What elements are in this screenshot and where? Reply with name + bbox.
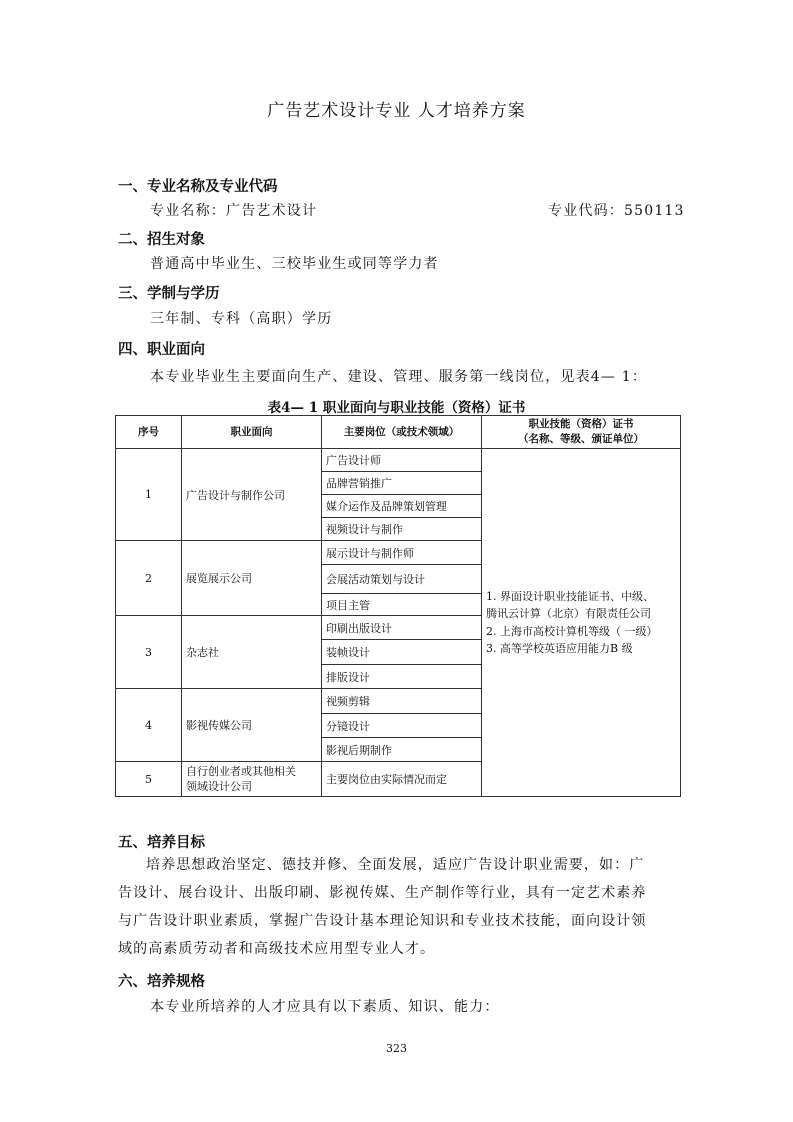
header-no: 序号 <box>116 416 182 449</box>
row-field: 杂志社 <box>182 616 322 689</box>
major-name: 专业名称：广告艺术设计 <box>150 203 318 219</box>
table-row <box>116 449 681 472</box>
document-title: 广告艺术设计专业 人才培养方案 <box>267 101 526 121</box>
training-goal-paragraph <box>118 851 678 963</box>
section-heading-5: 五、培养目标 <box>118 835 205 851</box>
schooling-text: 三年制、专科（高职）学历 <box>150 311 333 327</box>
row-post: 装帧设计 <box>322 640 482 665</box>
row-no: 5 <box>116 762 182 797</box>
row-post: 视频剪辑 <box>322 689 482 714</box>
paragraph-line: 告设计、展台设计、出版印刷、影视传媒、生产制作等行业，具有一定艺术素养 <box>118 885 647 901</box>
row-no: 3 <box>116 616 182 689</box>
row-no: 2 <box>116 541 182 616</box>
row-field: 广告设计与制作公司 <box>182 449 322 541</box>
row-post: 品牌营销推广 <box>322 472 482 495</box>
row-field: 影视传媒公司 <box>182 689 322 762</box>
certificates-cell <box>482 449 681 797</box>
paragraph-line: 域的高素质劳动者和高级技术应用型专业人才。 <box>118 941 436 957</box>
header-posts: 主要岗位（或技术领域） <box>322 416 482 449</box>
table-caption: 表4— 1 职业面向与职业技能（资格）证书 <box>267 400 526 416</box>
certificate-line: 1. 界面设计职业技能证书、中级、 <box>486 589 654 603</box>
row-post: 排版设计 <box>322 665 482 689</box>
row-no: 4 <box>116 689 182 762</box>
row-post: 视频设计与制作 <box>322 518 482 541</box>
section-heading-2: 二、招生对象 <box>118 232 205 248</box>
header-cert <box>482 416 681 449</box>
enrollment-text: 普通高中毕业生、三校毕业生或同等学力者 <box>150 256 439 272</box>
row-post: 主要岗位由实际情况而定 <box>322 762 482 797</box>
row-post: 会展活动策划与设计 <box>322 565 482 594</box>
specification-text: 本专业所培养的人才应具有以下素质、知识、能力： <box>150 999 500 1015</box>
major-code: 专业代码：550113 <box>548 203 685 219</box>
header-field: 职业面向 <box>182 416 322 449</box>
row-field: 展览展示公司 <box>182 541 322 616</box>
row-post: 广告设计师 <box>322 449 482 472</box>
paragraph-line: 培养思想政治坚定、德技并修、全面发展，适应广告设计职业需要，如：广 <box>146 857 645 873</box>
page-number: 323 <box>386 1042 407 1055</box>
row-post: 分镜设计 <box>322 714 482 738</box>
row-post: 印刷出版设计 <box>322 616 482 640</box>
header-cert-line1: 职业技能（资格）证书 <box>528 418 634 430</box>
section-heading-3: 三、学制与学历 <box>118 286 220 302</box>
row-post: 项目主管 <box>322 594 482 616</box>
row-field-line1: 自行创业者或其他相关 <box>186 765 296 778</box>
row-post: 展示设计与制作师 <box>322 541 482 565</box>
row-field <box>182 762 322 797</box>
career-intro-text: 本专业毕业生主要面向生产、建设、管理、服务第一线岗位，见表4— 1： <box>150 369 648 385</box>
career-table <box>115 415 681 797</box>
row-field-line2: 领域设计公司 <box>186 780 252 793</box>
row-post: 媒介运作及品牌策划管理 <box>322 495 482 518</box>
table-header-row <box>116 416 681 449</box>
section-heading-1: 一、专业名称及专业代码 <box>118 179 278 195</box>
certificate-line: 腾讯云计算（北京）有限责任公司 <box>486 607 651 620</box>
certificate-line: 2. 上海市高校计算机等级（ 一级） <box>486 624 658 638</box>
header-cert-line2: （名称、等级、颁证单位） <box>518 433 644 445</box>
certificate-line: 3. 高等学校英语应用能力B 级 <box>486 642 633 655</box>
row-no: 1 <box>116 449 182 541</box>
paragraph-line: 与广告设计职业素质，掌握广告设计基本理论知识和专业技术技能，面向设计领 <box>118 913 647 929</box>
row-post: 影视后期制作 <box>322 738 482 762</box>
section-heading-6: 六、培养规格 <box>118 974 205 990</box>
section-heading-4: 四、职业面向 <box>118 342 205 358</box>
